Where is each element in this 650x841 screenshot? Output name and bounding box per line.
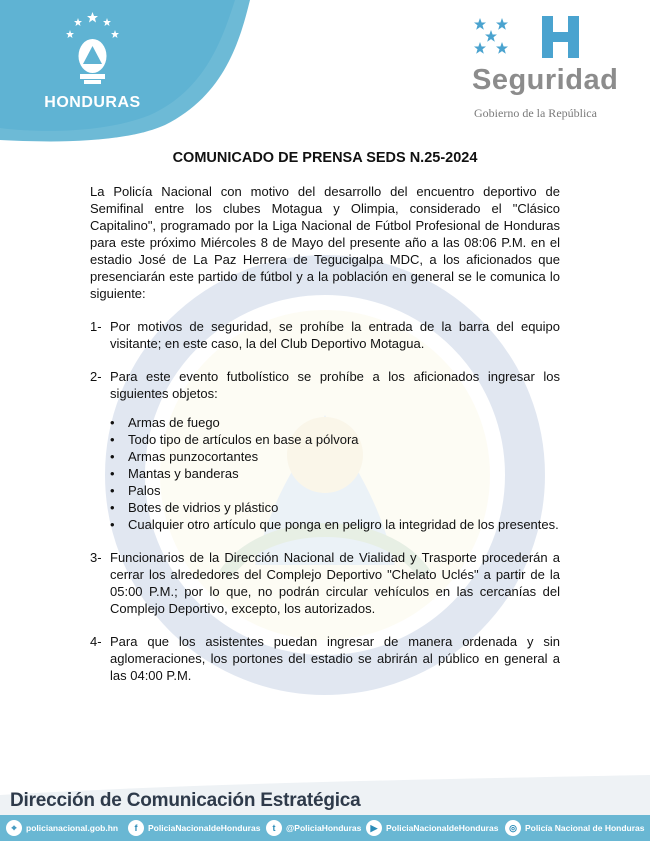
list-item: • Palos [110,482,560,499]
page-title: COMUNICADO DE PRENSA SEDS N.25-2024 [172,150,478,166]
item-number: 3- [90,550,102,565]
honduras-logo-text: HONDURAS [44,94,141,111]
pin-icon: ⌖ [6,820,22,836]
social-youtube[interactable]: ▶ PoliciaNacionaldeHonduras [366,819,498,837]
list-item: • Armas punzocortantes [110,448,560,465]
seguridad-logo [468,14,648,124]
numbered-item-4 [90,633,560,684]
numbered-item-2 [90,368,560,402]
seguridad-logo-text: Seguridad [472,64,619,96]
item-number: 1- [90,319,102,334]
numbered-item-1 [90,318,560,352]
item-text: Para que los asistentes puedan ingresar de manera ordenada y sin aglomeraciones, los portones del estadio se abrirán al público en general a las 04:00 P.M. [110,634,560,683]
facebook-icon: f [128,820,144,836]
list-item: • Mantas y banderas [110,465,560,482]
numbered-item-3 [90,549,560,617]
stars-h-icon [472,14,592,62]
footer-title: Dirección de Comunicación Estratégica [10,790,361,811]
item-text: Por motivos de seguridad, se prohíbe la entrada de la barra del equipo visitante; en este caso, la del Club Deportivo Motagua. [110,319,560,351]
social-facebook[interactable]: f PoliciaNacionaldeHonduras [128,819,260,837]
item-number: 4- [90,634,102,649]
item-text: Funcionarios de la Dirección Nacional de Vialidad y Trasporte procederán a cerrar los alrededores del Complejo Deportivo "Chelato Uclés" a partir de la 05:00 P.M.; por lo que, no podrán circular vehículos en las cercanías del Complejo Deportivo, excepto, los autorizados. [110,550,560,616]
list-item: • Cualquier otro artículo que ponga en peligro la integridad de los presentes. [110,516,560,533]
twitter-icon: t [266,820,282,836]
list-item: • Botes de vidrios y plástico [110,499,560,516]
item-text: Para este evento futbolístico se prohíbe a los aficionados ingresar los siguientes objetos: [110,369,560,401]
seguridad-logo-subtitle: Gobierno de la República [474,106,597,120]
item-number: 2- [90,369,102,384]
list-item: • Armas de fuego [110,414,560,431]
prohibited-items-list [110,414,560,533]
intro-paragraph: La Policía Nacional con motivo del desarrollo del encuentro deportivo de Semifinal entre los clubes Motagua y Olimpia, considerado el "Clásico Capitalino", programado por la Liga Nacional de Fútbol Profesional de Honduras para este próximo Miércoles 8 de Mayo del presente año a las 08:06 P.M. en el estadio José de La Paz Herrera de Tegucigalpa MDC, a los aficionados que presenciarán este partido de fútbol y a la población en general se le comunica lo siguiente: [90,184,560,301]
press-release-body [90,140,560,684]
footer-social-bar [0,815,650,841]
list-item: • Todo tipo de artículos en base a pólvora [110,431,560,448]
social-website[interactable]: ⌖ policianacional.gob.hn [6,819,118,837]
social-instagram[interactable]: ◎ Policía Nacional de Honduras [505,819,645,837]
honduras-logo [30,8,155,118]
instagram-icon: ◎ [505,820,521,836]
coat-of-arms-icon [30,8,155,94]
social-twitter[interactable]: t @PoliciaHonduras [266,819,361,837]
youtube-icon: ▶ [366,820,382,836]
